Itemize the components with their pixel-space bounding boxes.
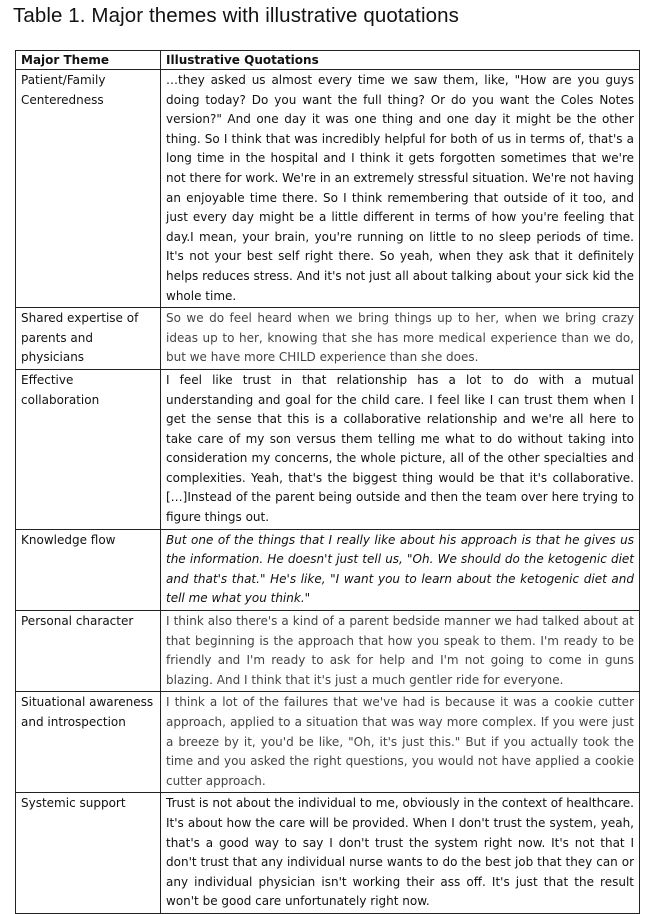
theme-cell: Situational awareness and introspection [16, 692, 161, 793]
table-row [16, 70, 640, 308]
quote-cell: But one of the things that I really like about his approach is that he gives us the information. He doesn't just tell us, "Oh. We should do the ketogenic diet and that's that." He's like, "I want you to learn about the ketogenic diet and tell me what you think." [161, 529, 640, 610]
column-header-quotations: Illustrative Quotations [161, 51, 640, 70]
themes-table [15, 50, 640, 914]
theme-cell: Effective collaboration [16, 369, 161, 529]
quote-cell: …they asked us almost every time we saw them, like, "How are you guys doing today? Do you want the full thing? Or do you want the Coles Notes version?" And one day it was one thing and one day it might be the other thing. So I think that was incredibly helpful for both of us in terms of, that's a long time in the hospital and I think it gets forgotten sometimes that we're not there for work. We're in an extremely stressful situation. We're not having an enjoyable time there. So I think remembering that outside of it too, and just every day might be a little different in terms of how you're feeling that day.I mean, your brain, you're running on little to no sleep periods of time. It's not your best self right there. So yeah, when they ask that it definitely helps reduces stress. And it's not just all about talking about your sick kid the whole time. [161, 70, 640, 308]
theme-cell: Shared expertise of parents and physicians [16, 308, 161, 370]
quote-cell: I think a lot of the failures that we've had is because it was a cookie cutter approach, applied to a situation that was way more complex. If you were just a breeze by it, you'd be like, "Oh, it's just this." But if you actually took the time and you asked the right questions, you would not have applied a cookie cutter approach. [161, 692, 640, 793]
theme-cell: Personal character [16, 611, 161, 692]
quote-cell: Trust is not about the individual to me, obviously in the context of healthcare. It's about how the care will be provided. When I don't trust the system, yeah, that's a good way to say I don't trust the system right now. It's not that I don't trust that any individual nurse wants to do the best job that they can or any individual physician isn't working their ass off. It's just that the result won't be good care unfortunately right now. [161, 793, 640, 914]
table-row [16, 611, 640, 692]
table-row [16, 793, 640, 914]
quote-cell: So we do feel heard when we bring things up to her, when we bring crazy ideas up to her, knowing that she has more medical experience than we do, but we have more CHILD experience than she does. [161, 308, 640, 370]
table-row [16, 529, 640, 610]
quote-cell: I think also there's a kind of a parent bedside manner we had talked about at that beginning is the approach that how you speak to them. I'm ready to be friendly and I'm ready to ask for help and I'm not going to come in guns blazing. And I think that it's just a much gentler ride for everyone. [161, 611, 640, 692]
table-row [16, 369, 640, 529]
theme-cell: Knowledge flow [16, 529, 161, 610]
table-header-row [16, 51, 640, 70]
column-header-theme: Major Theme [16, 51, 161, 70]
table-row [16, 308, 640, 370]
theme-cell: Patient/Family Centeredness [16, 70, 161, 308]
table-row [16, 692, 640, 793]
quote-cell: I feel like trust in that relationship has a lot to do with a mutual understanding and goal for the child care. I feel like I can trust them when I get the sense that this is a collaborative relationship and we're all here to take care of my son versus them telling me what to do without taking into consideration my concerns, the whole picture, all of the other specialties and complexities. Yeah, that's the biggest thing would be that it's collaborative. […]Instead of the parent being outside and then the team over here trying to figure things out. [161, 369, 640, 529]
theme-cell: Systemic support [16, 793, 161, 914]
table-title: Table 1. Major themes with illustrative quotations [13, 4, 459, 27]
